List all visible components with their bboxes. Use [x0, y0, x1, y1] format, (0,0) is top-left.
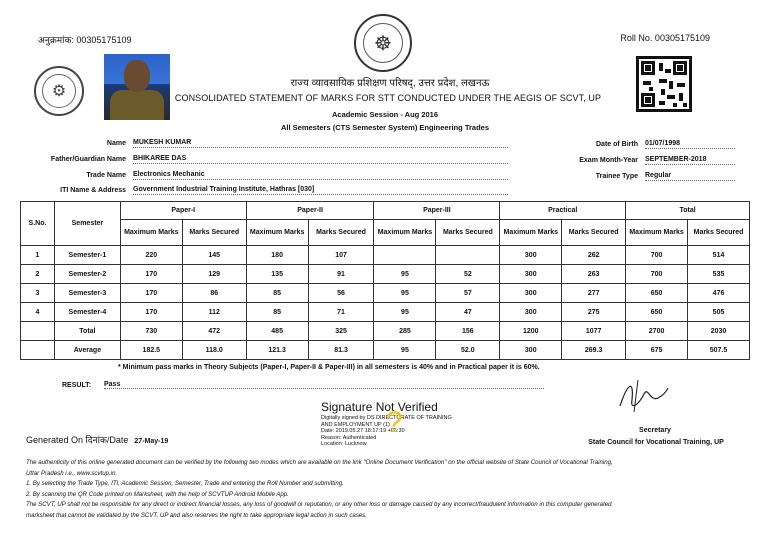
verification-footer — [26, 458, 746, 521]
marks-table — [20, 201, 750, 360]
signature-line: Date: 2019.05.27 18:17:19 +05:30 — [321, 428, 405, 434]
marks-cell: 675 — [626, 341, 688, 360]
marks-cell: 85 — [246, 284, 308, 303]
marks-cell: 95 — [374, 284, 436, 303]
semester-cell: Total — [54, 322, 120, 341]
trade-name: Electronics Mechanic — [133, 171, 508, 180]
father-label: Father/Guardian Name — [50, 156, 126, 163]
generated-on — [26, 433, 168, 446]
paper-1-header: Paper-I — [120, 202, 246, 220]
marks-cell: 121.3 — [246, 341, 308, 360]
marks-cell: 56 — [308, 284, 374, 303]
marks-cell: 2030 — [688, 322, 750, 341]
marks-cell: 269.3 — [562, 341, 626, 360]
marks-cell: 535 — [688, 265, 750, 284]
sno-header: S.No. — [21, 202, 55, 246]
marks-cell: 182.5 — [120, 341, 182, 360]
marks-cell: 263 — [562, 265, 626, 284]
exam-label: Exam Month-Year — [579, 157, 638, 164]
signature-line: Location: Lucknow — [321, 441, 367, 447]
marks-cell: 300 — [500, 303, 562, 322]
semester-cell: Semester-4 — [54, 303, 120, 322]
marks-cell: 81.3 — [308, 341, 374, 360]
marks-cell: 118.0 — [182, 341, 246, 360]
marks-cell: 507.5 — [688, 341, 750, 360]
marks-cell: 107 — [308, 246, 374, 265]
total-header: Total — [626, 202, 750, 220]
max-marks-header: Maximum Marks — [500, 220, 562, 246]
marks-cell: 71 — [308, 303, 374, 322]
practical-header: Practical — [500, 202, 626, 220]
iti-name: Government Industrial Training Institute, Hathras [030] — [133, 186, 508, 195]
marks-cell: 277 — [562, 284, 626, 303]
marks-cell: 170 — [120, 265, 182, 284]
secured-marks-header: Marks Secured — [688, 220, 750, 246]
marks-cell: 145 — [182, 246, 246, 265]
marks-cell: 95 — [374, 341, 436, 360]
father-name: BHIKAREE DAS — [133, 155, 508, 164]
marks-cell: 476 — [688, 284, 750, 303]
marks-cell: 472 — [182, 322, 246, 341]
sno-cell: 4 — [21, 303, 55, 322]
marks-cell: 1077 — [562, 322, 626, 341]
table-row — [21, 265, 750, 284]
footer-line: marksheet that cannot be validated by the SCVT, UP and also reserves the right to take appropriate legal action in such cases. — [26, 511, 367, 519]
sno-cell: 2 — [21, 265, 55, 284]
semester-header: Semester — [54, 202, 120, 246]
marks-cell: 505 — [688, 303, 750, 322]
semester-cell: Semester-2 — [54, 265, 120, 284]
table-row — [21, 303, 750, 322]
semester-cell: Average — [54, 341, 120, 360]
table-row — [21, 246, 750, 265]
footer-line: 1. By selecting the Trade Type, ITI, Academic Session, Semester, Trade and entering the Roll Number and submitting. — [26, 480, 344, 487]
marks-cell — [436, 246, 500, 265]
table-row — [21, 341, 750, 360]
marks-cell: 180 — [246, 246, 308, 265]
max-marks-header: Maximum Marks — [246, 220, 308, 246]
marks-cell: 485 — [246, 322, 308, 341]
semester-cell: Semester-1 — [54, 246, 120, 265]
marks-cell: 275 — [562, 303, 626, 322]
marks-cell: 262 — [562, 246, 626, 265]
marks-cell: 2700 — [626, 322, 688, 341]
marks-cell: 514 — [688, 246, 750, 265]
signature-line: Digitally signed by DS DIRECTORATE OF TRAINING — [321, 415, 452, 421]
generated-label: Generated On दिनांक/Date — [26, 435, 129, 445]
marks-cell: 300 — [500, 265, 562, 284]
trade-label: Trade Name — [86, 172, 126, 179]
marks-cell: 129 — [182, 265, 246, 284]
signature-status: Signature Not Verified — [321, 400, 438, 414]
sno-cell: 1 — [21, 246, 55, 265]
table-header-row — [21, 202, 750, 220]
max-marks-header: Maximum Marks — [120, 220, 182, 246]
marks-cell: 1200 — [500, 322, 562, 341]
marks-cell: 112 — [182, 303, 246, 322]
marks-cell: 86 — [182, 284, 246, 303]
marks-cell: 700 — [626, 246, 688, 265]
marks-cell: 300 — [500, 284, 562, 303]
marks-cell: 47 — [436, 303, 500, 322]
verified-tick-icon: ? — [386, 406, 403, 439]
marks-cell: 700 — [626, 265, 688, 284]
secured-marks-header: Marks Secured — [562, 220, 626, 246]
sno-cell — [21, 322, 55, 341]
marks-cell: 325 — [308, 322, 374, 341]
marks-cell: 220 — [120, 246, 182, 265]
marks-cell: 91 — [308, 265, 374, 284]
semester-cell: Semester-3 — [54, 284, 120, 303]
max-marks-header: Maximum Marks — [374, 220, 436, 246]
marks-cell: 85 — [246, 303, 308, 322]
marks-cell: 95 — [374, 303, 436, 322]
marks-cell: 135 — [246, 265, 308, 284]
marks-cell: 285 — [374, 322, 436, 341]
marks-cell: 156 — [436, 322, 500, 341]
marks-cell: 300 — [500, 246, 562, 265]
iti-label: ITI Name & Address — [60, 187, 126, 194]
roll-number: Roll No. 00305175109 — [620, 33, 710, 43]
document-title: CONSOLIDATED STATEMENT OF MARKS FOR STT CONDUCTED UNDER THE AEGIS OF SCVT, UP — [174, 93, 602, 103]
marks-cell: 52 — [436, 265, 500, 284]
secretary-signature — [614, 376, 670, 418]
exam-month-year: SEPTEMBER-2018 — [645, 156, 735, 165]
semester-system: All Semesters (CTS Semester System) Engineering Trades — [281, 123, 489, 132]
secretary-title: Secretary — [639, 427, 671, 434]
marks-cell: 170 — [120, 303, 182, 322]
dob-label: Date of Birth — [596, 141, 638, 148]
marks-cell: 300 — [500, 341, 562, 360]
secured-marks-header: Marks Secured — [308, 220, 374, 246]
name-label: Name — [106, 140, 126, 147]
marks-cell: 57 — [436, 284, 500, 303]
sno-cell — [21, 341, 55, 360]
result-label: RESULT: — [62, 382, 92, 389]
scvt-logo-icon: ⚙ — [34, 66, 84, 116]
marks-cell: 650 — [626, 303, 688, 322]
marks-cell: 650 — [626, 284, 688, 303]
footer-line: The authenticity of this online generated document can be verified by the following two modes which are available on the link "Online Document Verification" on the official website of State Council of Vocational Training, — [26, 459, 613, 466]
marks-cell: 730 — [120, 322, 182, 341]
qr-code-icon — [636, 56, 692, 112]
candidate-photo — [104, 54, 170, 120]
sno-cell: 3 — [21, 284, 55, 303]
signature-line: AND EMPLOYMENT UP (1) — [321, 421, 390, 428]
max-marks-header: Maximum Marks — [626, 220, 688, 246]
paper-2-header: Paper-II — [246, 202, 374, 220]
marks-cell: 170 — [120, 284, 182, 303]
paper-3-header: Paper-III — [374, 202, 500, 220]
footer-line: Uttar Pradesh i.e., www.scvtup.in. — [26, 469, 118, 477]
result-value: Pass — [104, 381, 544, 389]
trainee-label: Trainee Type — [595, 173, 638, 180]
council-name: State Council for Vocational Training, UP — [588, 439, 724, 446]
trainee-type: Regular — [645, 172, 735, 181]
signature-line: Reason: Authenticated — [321, 434, 377, 441]
footer-line: The SCVT, UP shall not be responsible for any direct or indirect financial losses, any loss of goodwill or reputation, or any other loss or damage caused by any incorrect/fraudulent information in this computer generated — [26, 501, 612, 508]
pass-marks-note: * Minimum pass marks in Theory Subjects (Paper-I, Paper-II & Paper-III) in all semesters is 40% and in Practical paper it is 60%. — [118, 364, 540, 371]
secured-marks-header: Marks Secured — [182, 220, 246, 246]
table-row — [21, 284, 750, 303]
secured-marks-header: Marks Secured — [436, 220, 500, 246]
table-row — [21, 322, 750, 341]
serial-number: अनुक्रमांक: 00305175109 — [38, 35, 132, 45]
footer-line: 2. By scanning the QR Code printed on Marksheet, with the help of SCVTUP Android Mobile App. — [26, 490, 289, 498]
up-state-emblem-icon: ☸ — [354, 14, 412, 72]
academic-session: Academic Session - Aug 2016 — [331, 110, 438, 119]
marks-cell — [374, 246, 436, 265]
table-subheader-row — [21, 220, 750, 246]
candidate-name: MUKESH KUMAR — [133, 139, 508, 148]
marks-cell: 52.0 — [436, 341, 500, 360]
council-hindi-title: राज्य व्यावसायिक प्रशिक्षण परिषद्, उत्तर प्रदेश, लखनऊ — [290, 78, 490, 89]
marks-cell: 95 — [374, 265, 436, 284]
date-of-birth: 01/07/1998 — [645, 140, 735, 149]
generated-date: 27-May-19 — [134, 438, 169, 445]
